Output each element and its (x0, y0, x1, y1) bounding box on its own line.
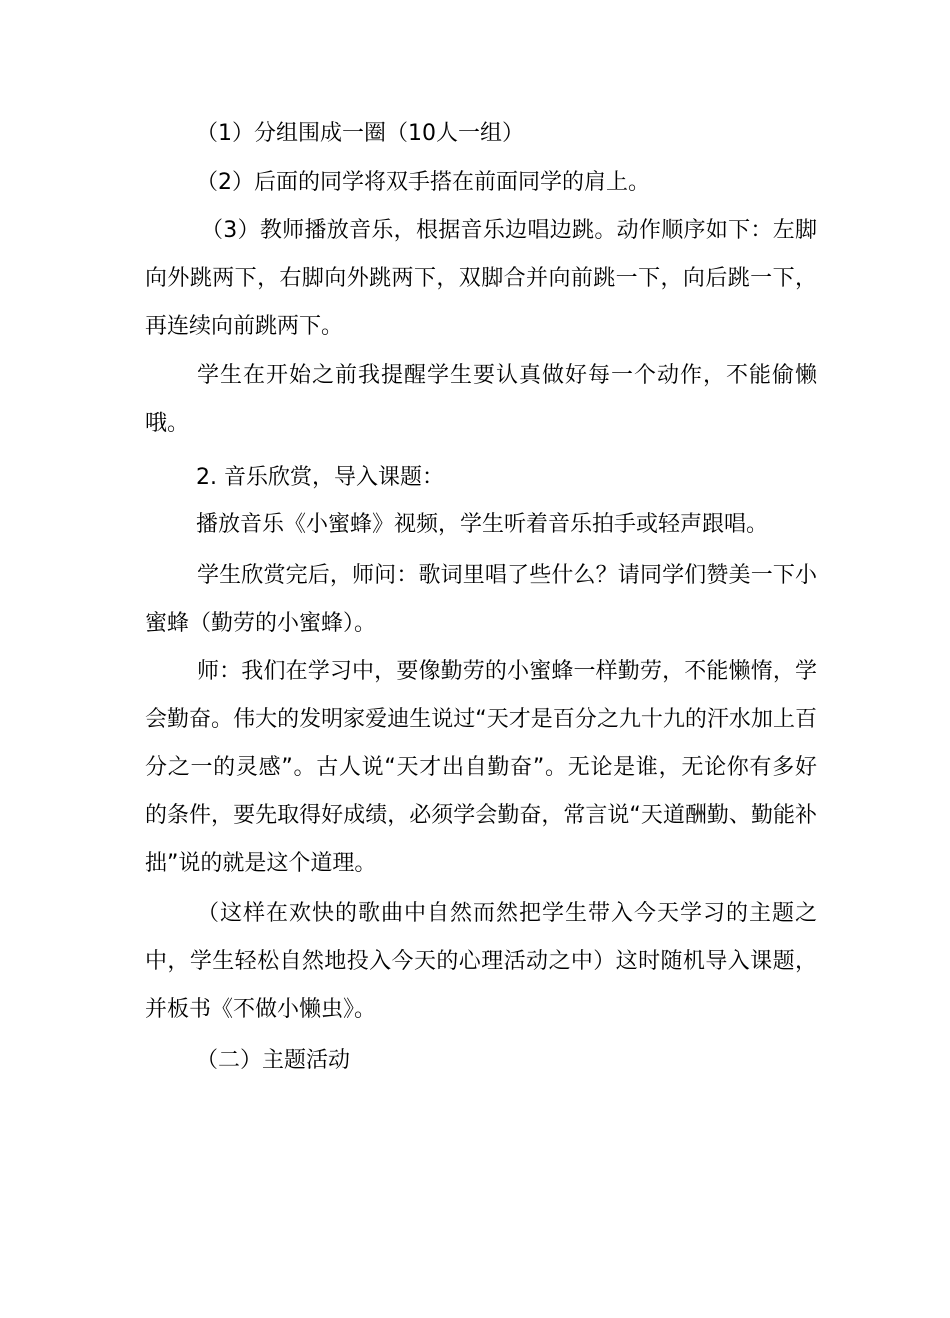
section-heading-main: （二）主题活动 (196, 1048, 351, 1073)
section-heading-music: 2. 音乐欣赏，导入课题： (196, 465, 444, 490)
step-3-paragraph: （3）教师播放音乐，根据音乐边唱边跳。动作顺序如下：左脚向外跳两下，右脚向外跳两下，双脚合并向前跳一下，向后跳一下，再连续向前跳两下。 (145, 218, 817, 339)
video-paragraph: 播放音乐《小蜜蜂》视频，学生听着音乐拍手或轻声跟唱。 (196, 512, 769, 537)
step-2-text: （2）后面的同学将双手搭在前面同学的肩上。 (196, 170, 650, 195)
question-paragraph: 学生欣赏完后，师问：歌词里唱了些什么？请同学们赞美一下小蜜蜂（勤劳的小蜜蜂）。 (145, 563, 817, 636)
teacher-paragraph: 师：我们在学习中，要像勤劳的小蜜蜂一样勤劳，不能懒惰，学会勤奋。伟大的发明家爱迪生说过“天才是百分之九十九的汗水加上百分之一的灵感”。古人说“天才出自勤奋”。无论是谁，无论你有多好的条件，要先取得好成绩，必须学会勤奋，常言说“天道酬勤、勤能补拙”说的就是这个道理。 (145, 659, 817, 876)
reminder-paragraph: 学生在开始之前我提醒学生要认真做好每一个动作，不能偷懒哦。 (145, 363, 817, 436)
step-1-text: （1）分组围成一圈（10人一组） (196, 121, 524, 146)
note-paragraph: （这样在欢快的歌曲中自然而然把学生带入今天学习的主题之中，学生轻松自然地投入今天的心理活动之中）这时随机导入课题，并板书《不做小懒虫》。 (145, 901, 817, 1022)
